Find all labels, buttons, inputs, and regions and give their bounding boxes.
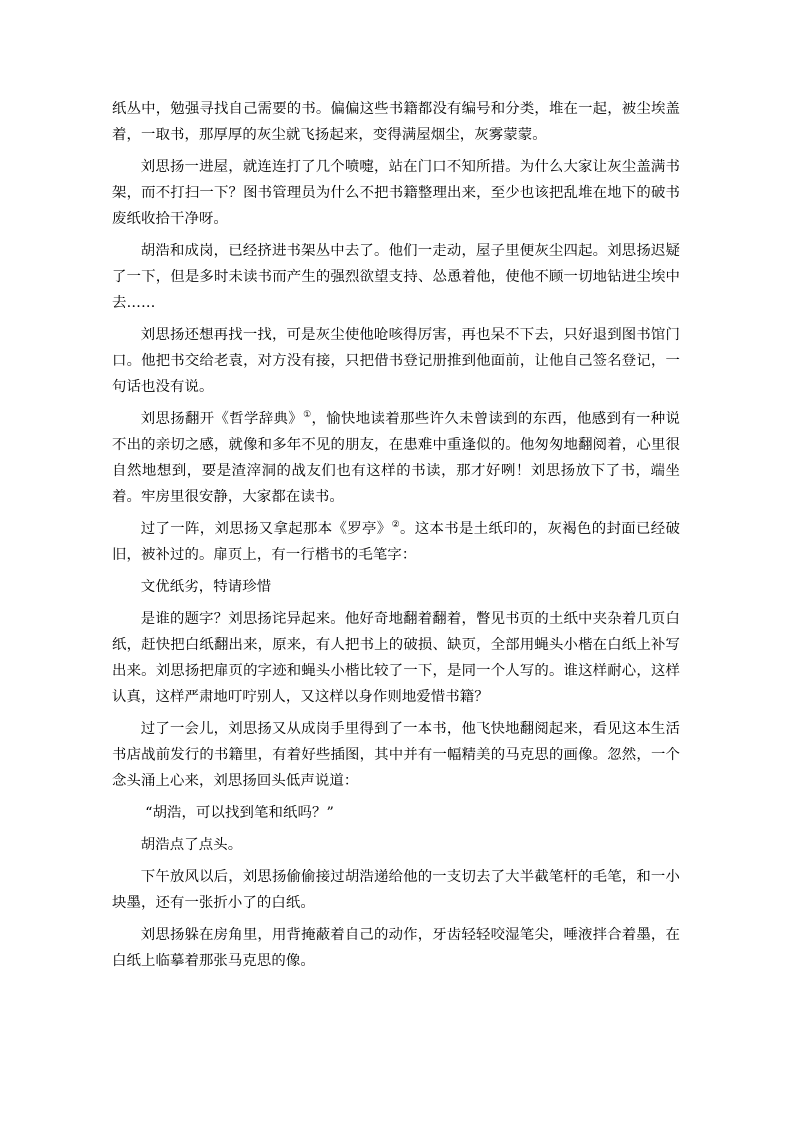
- body-text: [112, 96, 680, 980]
- paragraph-6-text-b: 。这本书是土纸印的，灰褐色的封面已经破旧，被补过的。扉页上，有一行楷书的毛笔字：: [112, 521, 681, 563]
- paragraph-5-text-b: ，愉快地读着那些许久未曾读到的东西，他感到有一种说不出的亲切之感，就像和多年不见的朋友，在患难中重逢似的。他匆匆地翻阅着，心里很自然地想到，要是渣滓洞的战友们也有这样的书读，那才好咧！刘思扬放下了书，端坐着。牢房里很安静，大家都在读书。: [112, 411, 680, 505]
- paragraph-12: 下午放风以后，刘思扬偷偷接过胡浩递给他的一支切去了大半截笔杆的毛笔，和一小块墨，还有一张折小了的白纸。: [112, 869, 680, 911]
- paragraph-6-text-a: 过了一阵，刘思扬又拿起那本《罗亭》: [140, 521, 392, 537]
- paragraph-13: 刘思扬躲在房角里，用背掩蔽着自己的动作，牙齿轻轻咬湿笔尖，唾液拌合着墨，在白纸上临摹着那张马克思的像。: [112, 927, 680, 969]
- paragraph-4: 刘思扬还想再找一找，可是灰尘使他呛咳得厉害，再也呆不下去，只好退到图书馆门口。他把书交给老袁，对方没有接，只把借书登记册推到他面前，让他自己签名登记，一句话也没有说。: [112, 327, 680, 395]
- footnote-mark-2: ②: [391, 520, 400, 531]
- paragraph-2: 刘思扬一进屋，就连连打了几个喷嚏，站在门口不知所措。为什么大家让灰尘盖满书架，而不打扫一下？图书管理员为什么不把书籍整理出来，至少也该把乱堆在地下的破书废纸收拾干净呀。: [112, 159, 680, 227]
- paragraph-3: 胡浩和成岗，已经挤进书架丛中去了。他们一走动，屋子里便灰尘四起。刘思扬迟疑了一下，但是多时未读书而产生的强烈欲望支持、怂恿着他，使他不顾一切地钻进尘埃中去……: [112, 243, 680, 311]
- paragraph-11: 胡浩点了点头。: [140, 837, 243, 853]
- paragraph-6: [112, 516, 680, 568]
- inscription-line: 文优纸劣，特请珍惜: [140, 579, 272, 595]
- paragraph-8: 是谁的题字？刘思扬诧异起来。他好奇地翻着翻着，瞥见书页的土纸中夹杂着几页白纸，赶快把白纸翻出来，原来，有人把书上的破损、缺页，全部用蝇头小楷在白纸上补写出来。刘思扬把扉页的字迹和蝇头小楷比较了一下，是同一个人写的。谁这样耐心，这样认真，这样严肃地叮咛别人，又这样以身作则地爱惜书籍？: [112, 611, 680, 705]
- footnote-mark-1: ①: [303, 410, 312, 421]
- paragraph-5-text-a: 刘思扬翻开《哲学辞典》: [140, 411, 304, 427]
- paragraph-1: 纸丛中，勉强寻找自己需要的书。偏偏这些书籍都没有编号和分类，堆在一起，被尘埃盖着，一取书，那厚厚的灰尘就飞扬起来，变得满屋烟尘，灰雾蒙蒙。: [112, 101, 680, 143]
- paragraph-9: 过了一会儿，刘思扬又从成岗手里得到了一本书，他飞快地翻阅起来，看见这本生活书店战前发行的书籍里，有着好些插图，其中并有一幅精美的马克思的画像。忽然，一个念头涌上心来，刘思扬回头低声说道：: [112, 721, 680, 789]
- paragraph-5: [112, 406, 680, 510]
- dialogue-line: “胡浩，可以找到笔和纸吗？”: [145, 805, 334, 821]
